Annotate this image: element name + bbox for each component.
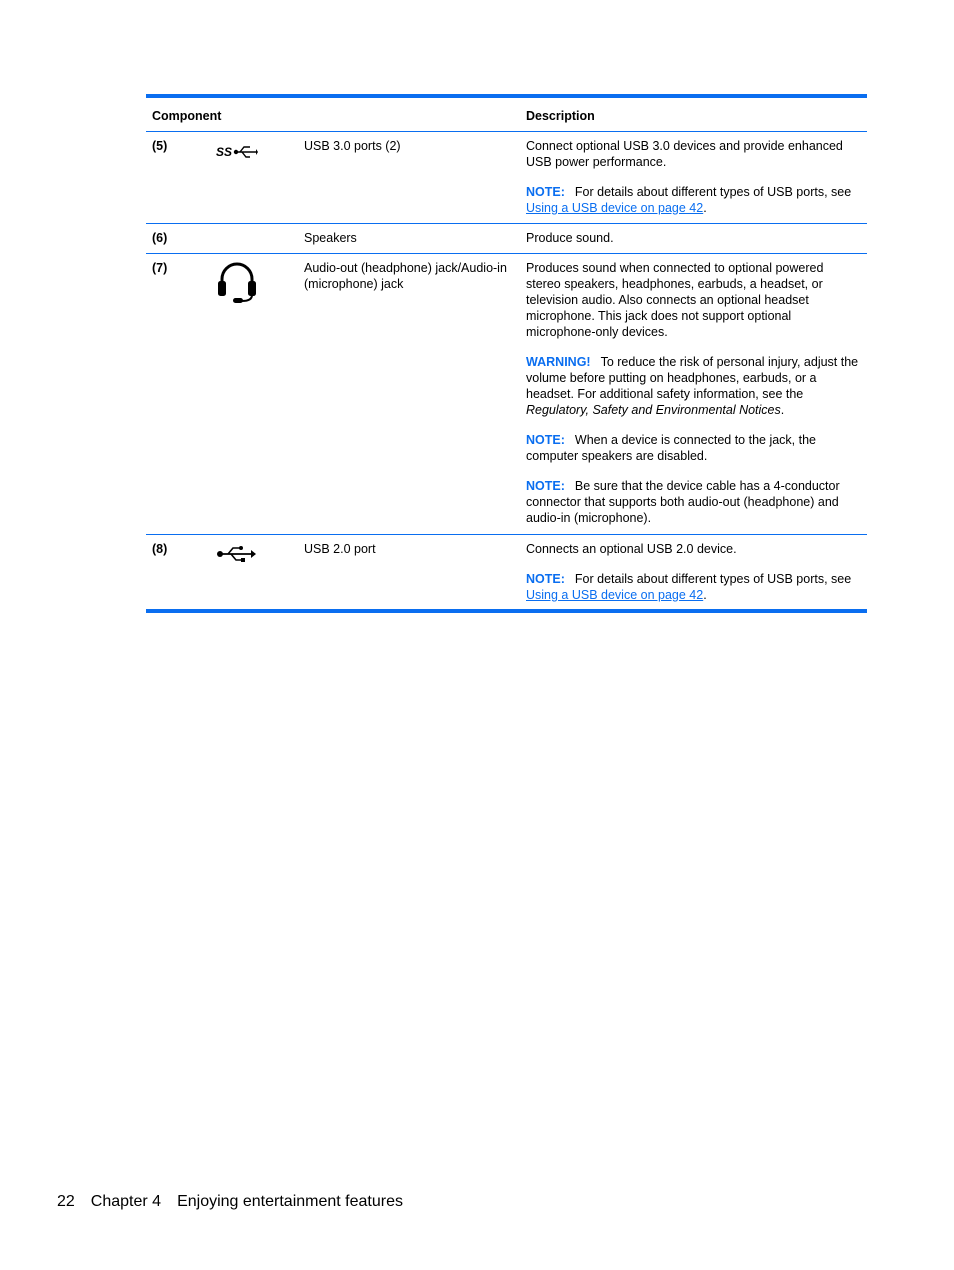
- warning-end: .: [780, 403, 785, 417]
- table-row: [146, 223, 867, 253]
- table-row: [146, 131, 867, 223]
- row-number: (5): [152, 139, 168, 153]
- description-text: Produce sound.: [526, 231, 614, 245]
- note-label: NOTE:: [526, 185, 565, 199]
- component-name: USB 2.0 port: [304, 542, 376, 556]
- note-text: Be sure that the device cable has a 4-conductor connector that supports both audio-out (headphone) and audio-in (microphone).: [526, 479, 840, 525]
- note-text: When a device is connected to the jack, the computer speakers are disabled.: [526, 433, 817, 463]
- note-label: NOTE:: [526, 433, 565, 447]
- header-component: Component: [152, 109, 222, 123]
- component-name: Audio-out (headphone) jack/Audio-in (microphone) jack: [304, 261, 507, 291]
- component-description: [526, 260, 861, 526]
- usb-superspeed-icon: [216, 144, 258, 164]
- note-text: For details about different types of USB ports, see: [574, 185, 852, 199]
- warning: [526, 354, 861, 418]
- warning-italic: Regulatory, Safety and Environmental Notices: [526, 403, 781, 417]
- note-label: NOTE:: [526, 572, 565, 586]
- header-description: Description: [526, 109, 595, 123]
- page-number: 22: [57, 1193, 75, 1210]
- row-number: (6): [152, 231, 168, 245]
- page-footer: [57, 1192, 419, 1212]
- table-row: [146, 534, 867, 609]
- description-text: Connect optional USB 3.0 devices and provide enhanced USB power performance.: [526, 139, 843, 169]
- table-row: [146, 253, 867, 534]
- note-end: .: [703, 588, 707, 602]
- table-header: [146, 98, 867, 131]
- note-end: .: [703, 201, 707, 215]
- description-text: Produces sound when connected to optional powered stereo speakers, headphones, earbuds, a headset, or television audio. Also connects an optional headset microphone. This jack does not support optional microphone-only devices.: [526, 261, 824, 339]
- warning-label: WARNING!: [526, 355, 591, 369]
- description-text: Connects an optional USB 2.0 device.: [526, 542, 737, 556]
- svg-text:SS: SS: [216, 145, 233, 159]
- note-label: NOTE:: [526, 479, 565, 493]
- note: [526, 432, 861, 464]
- note: [526, 571, 861, 603]
- usb-device-link[interactable]: Using a USB device on page 42: [526, 201, 704, 215]
- row-number: (8): [152, 542, 168, 556]
- note-text: For details about different types of USB ports, see: [574, 572, 852, 586]
- component-name: USB 3.0 ports (2): [304, 139, 401, 153]
- component-description: [526, 230, 861, 246]
- component-description: [526, 138, 861, 216]
- chapter-title: Enjoying entertainment features: [177, 1193, 403, 1210]
- row-number: (7): [152, 261, 168, 275]
- component-description: [526, 541, 861, 603]
- note: [526, 478, 861, 526]
- note: [526, 184, 861, 216]
- component-name: Speakers: [304, 231, 357, 245]
- headset-icon: [216, 261, 258, 309]
- usb-icon: [216, 545, 256, 567]
- chapter-label: Chapter 4: [90, 1193, 162, 1210]
- component-table: [146, 94, 867, 613]
- warning-text: To reduce the risk of personal injury, adjust the volume before putting on headphones, earbuds, or a headset. For additional safety information, see the: [526, 355, 859, 401]
- usb-device-link[interactable]: Using a USB device on page 42: [526, 588, 704, 602]
